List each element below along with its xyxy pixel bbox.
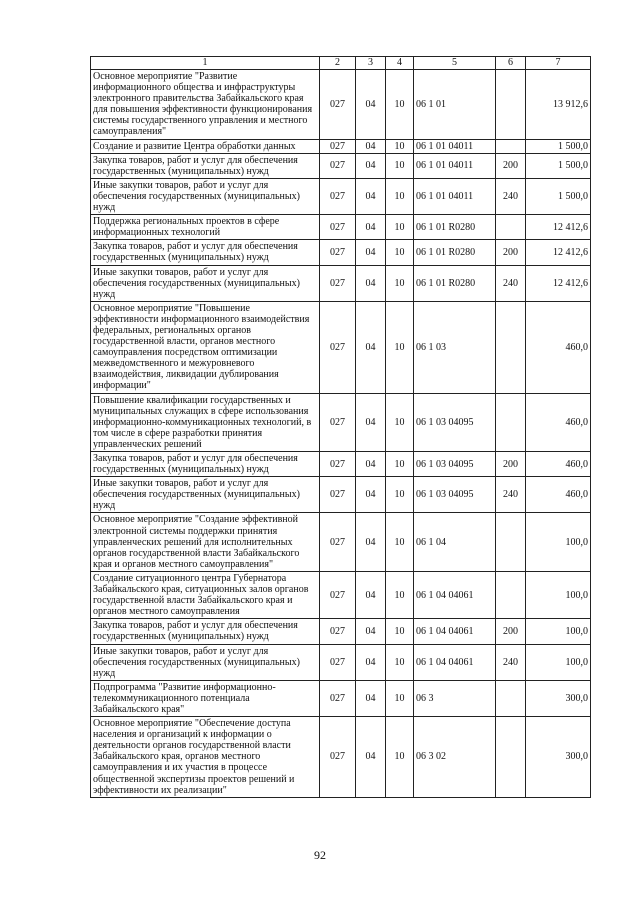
amount-cell: 460,0	[526, 393, 591, 451]
target-article-cell: 06 1 01 R0280	[414, 265, 496, 301]
section-code-cell: 04	[356, 477, 386, 513]
item-name-cell: Основное мероприятие "Обеспечение доступа населения и организаций к информации о деятельности органов государственной власти Забайкальского края, органов местного самоуправления и их участия в процессе общественной экспертизы проектов решений и эффективности их реализации"	[91, 717, 320, 798]
ministry-code-cell: 027	[320, 393, 356, 451]
expense-type-cell	[496, 513, 526, 571]
item-name-cell: Закупка товаров, работ и услуг для обеспечения государственных (муниципальных) нужд	[91, 452, 320, 477]
table-row	[91, 571, 591, 618]
table-body	[91, 70, 591, 798]
target-article-cell: 06 1 03 04095	[414, 393, 496, 451]
table-row	[91, 644, 591, 680]
target-article-cell: 06 1 01 R0280	[414, 215, 496, 240]
subsection-code-cell: 10	[386, 139, 414, 153]
table-row	[91, 240, 591, 265]
column-header: 7	[526, 57, 591, 70]
expense-type-cell: 240	[496, 644, 526, 680]
item-name-cell: Создание ситуационного центра Губернатора Забайкальского края, ситуационных залов органов государственной власти Забайкальского края и органов местного самоуправления	[91, 571, 320, 618]
ministry-code-cell: 027	[320, 619, 356, 644]
expense-type-cell	[496, 680, 526, 716]
subsection-code-cell: 10	[386, 240, 414, 265]
table-row	[91, 139, 591, 153]
subsection-code-cell: 10	[386, 265, 414, 301]
table-row	[91, 153, 591, 178]
column-header: 2	[320, 57, 356, 70]
subsection-code-cell: 10	[386, 70, 414, 140]
ministry-code-cell: 027	[320, 571, 356, 618]
subsection-code-cell: 10	[386, 301, 414, 393]
ministry-code-cell: 027	[320, 452, 356, 477]
target-article-cell: 06 1 03 04095	[414, 477, 496, 513]
expense-type-cell: 240	[496, 477, 526, 513]
ministry-code-cell: 027	[320, 139, 356, 153]
amount-cell: 12 412,6	[526, 265, 591, 301]
expense-type-cell: 240	[496, 178, 526, 214]
ministry-code-cell: 027	[320, 215, 356, 240]
subsection-code-cell: 10	[386, 680, 414, 716]
item-name-cell: Основное мероприятие "Развитие информационного общества и инфраструктуры электронного правительства Забайкальского края для повышения эффективности функционирования системы государственного управления и местного самоуправления"	[91, 70, 320, 140]
ministry-code-cell: 027	[320, 644, 356, 680]
expense-type-cell	[496, 215, 526, 240]
column-header: 1	[91, 57, 320, 70]
section-code-cell: 04	[356, 393, 386, 451]
section-code-cell: 04	[356, 571, 386, 618]
column-header: 3	[356, 57, 386, 70]
table-row	[91, 717, 591, 798]
item-name-cell: Создание и развитие Центра обработки данных	[91, 139, 320, 153]
item-name-cell: Поддержка региональных проектов в сфере информационных технологий	[91, 215, 320, 240]
item-name-cell: Иные закупки товаров, работ и услуг для обеспечения государственных (муниципальных) нужд	[91, 178, 320, 214]
amount-cell: 100,0	[526, 619, 591, 644]
amount-cell: 460,0	[526, 301, 591, 393]
table-row	[91, 513, 591, 571]
amount-cell: 13 912,6	[526, 70, 591, 140]
amount-cell: 100,0	[526, 513, 591, 571]
target-article-cell: 06 1 04 04061	[414, 644, 496, 680]
item-name-cell: Подпрограмма "Развитие информационно-телекоммуникационного потенциала Забайкальского края"	[91, 680, 320, 716]
section-code-cell: 04	[356, 680, 386, 716]
amount-cell: 1 500,0	[526, 178, 591, 214]
section-code-cell: 04	[356, 240, 386, 265]
table-row	[91, 215, 591, 240]
table-row	[91, 265, 591, 301]
budget-table	[90, 56, 591, 798]
table-row	[91, 680, 591, 716]
item-name-cell: Основное мероприятие "Создание эффективной электронной системы поддержки принятия управленческих решений для исполнительных органов государственной власти Забайкальского края и органов местного самоуправления"	[91, 513, 320, 571]
table-row	[91, 70, 591, 140]
ministry-code-cell: 027	[320, 70, 356, 140]
table-row	[91, 301, 591, 393]
amount-cell: 460,0	[526, 477, 591, 513]
amount-cell: 1 500,0	[526, 139, 591, 153]
ministry-code-cell: 027	[320, 153, 356, 178]
expense-type-cell: 200	[496, 153, 526, 178]
table-row	[91, 452, 591, 477]
section-code-cell: 04	[356, 215, 386, 240]
section-code-cell: 04	[356, 717, 386, 798]
ministry-code-cell: 027	[320, 301, 356, 393]
column-header: 6	[496, 57, 526, 70]
table-row	[91, 477, 591, 513]
item-name-cell: Иные закупки товаров, работ и услуг для обеспечения государственных (муниципальных) нужд	[91, 477, 320, 513]
target-article-cell: 06 1 04 04061	[414, 619, 496, 644]
section-code-cell: 04	[356, 70, 386, 140]
target-article-cell: 06 1 01 R0280	[414, 240, 496, 265]
subsection-code-cell: 10	[386, 717, 414, 798]
target-article-cell: 06 1 01 04011	[414, 153, 496, 178]
amount-cell: 1 500,0	[526, 153, 591, 178]
item-name-cell: Закупка товаров, работ и услуг для обеспечения государственных (муниципальных) нужд	[91, 153, 320, 178]
ministry-code-cell: 027	[320, 513, 356, 571]
expense-type-cell: 200	[496, 619, 526, 644]
subsection-code-cell: 10	[386, 619, 414, 644]
item-name-cell: Основное мероприятие "Повышение эффективности информационного взаимодействия федеральных, региональных органов государственной власти, органов местного самоуправления посредством оптимизации межведомственного и межуровневого взаимодействия, ликвидации дублирования информации"	[91, 301, 320, 393]
expense-type-cell	[496, 139, 526, 153]
ministry-code-cell: 027	[320, 240, 356, 265]
subsection-code-cell: 10	[386, 571, 414, 618]
table-row	[91, 619, 591, 644]
subsection-code-cell: 10	[386, 644, 414, 680]
ministry-code-cell: 027	[320, 680, 356, 716]
table-row	[91, 393, 591, 451]
section-code-cell: 04	[356, 265, 386, 301]
expense-type-cell: 240	[496, 265, 526, 301]
ministry-code-cell: 027	[320, 717, 356, 798]
subsection-code-cell: 10	[386, 215, 414, 240]
subsection-code-cell: 10	[386, 178, 414, 214]
item-name-cell: Иные закупки товаров, работ и услуг для обеспечения государственных (муниципальных) нужд	[91, 644, 320, 680]
subsection-code-cell: 10	[386, 452, 414, 477]
amount-cell: 460,0	[526, 452, 591, 477]
expense-type-cell: 200	[496, 240, 526, 265]
amount-cell: 300,0	[526, 680, 591, 716]
expense-type-cell	[496, 301, 526, 393]
target-article-cell: 06 1 01 04011	[414, 178, 496, 214]
item-name-cell: Закупка товаров, работ и услуг для обеспечения государственных (муниципальных) нужд	[91, 240, 320, 265]
target-article-cell: 06 1 04	[414, 513, 496, 571]
amount-cell: 100,0	[526, 644, 591, 680]
target-article-cell: 06 1 03 04095	[414, 452, 496, 477]
ministry-code-cell: 027	[320, 178, 356, 214]
subsection-code-cell: 10	[386, 393, 414, 451]
ministry-code-cell: 027	[320, 265, 356, 301]
amount-cell: 12 412,6	[526, 215, 591, 240]
target-article-cell: 06 3	[414, 680, 496, 716]
item-name-cell: Закупка товаров, работ и услуг для обеспечения государственных (муниципальных) нужд	[91, 619, 320, 644]
section-code-cell: 04	[356, 644, 386, 680]
page-number: 92	[314, 848, 326, 862]
expense-type-cell	[496, 717, 526, 798]
section-code-cell: 04	[356, 301, 386, 393]
section-code-cell: 04	[356, 619, 386, 644]
target-article-cell: 06 1 01 04011	[414, 139, 496, 153]
expense-type-cell	[496, 393, 526, 451]
target-article-cell: 06 1 04 04061	[414, 571, 496, 618]
item-name-cell: Повышение квалификации государственных и муниципальных служащих в сфере использования информационно-коммуникационных технологий, в том числе в сфере разработки принятия управленческих решений	[91, 393, 320, 451]
section-code-cell: 04	[356, 153, 386, 178]
amount-cell: 300,0	[526, 717, 591, 798]
section-code-cell: 04	[356, 513, 386, 571]
section-code-cell: 04	[356, 178, 386, 214]
target-article-cell: 06 1 03	[414, 301, 496, 393]
subsection-code-cell: 10	[386, 477, 414, 513]
ministry-code-cell: 027	[320, 477, 356, 513]
column-header: 4	[386, 57, 414, 70]
column-header: 5	[414, 57, 496, 70]
target-article-cell: 06 1 01	[414, 70, 496, 140]
target-article-cell: 06 3 02	[414, 717, 496, 798]
table-row	[91, 178, 591, 214]
expense-type-cell	[496, 571, 526, 618]
expense-type-cell	[496, 70, 526, 140]
item-name-cell: Иные закупки товаров, работ и услуг для обеспечения государственных (муниципальных) нужд	[91, 265, 320, 301]
section-code-cell: 04	[356, 452, 386, 477]
amount-cell: 12 412,6	[526, 240, 591, 265]
subsection-code-cell: 10	[386, 153, 414, 178]
amount-cell: 100,0	[526, 571, 591, 618]
section-code-cell: 04	[356, 139, 386, 153]
header-row	[91, 57, 591, 70]
subsection-code-cell: 10	[386, 513, 414, 571]
expense-type-cell: 200	[496, 452, 526, 477]
